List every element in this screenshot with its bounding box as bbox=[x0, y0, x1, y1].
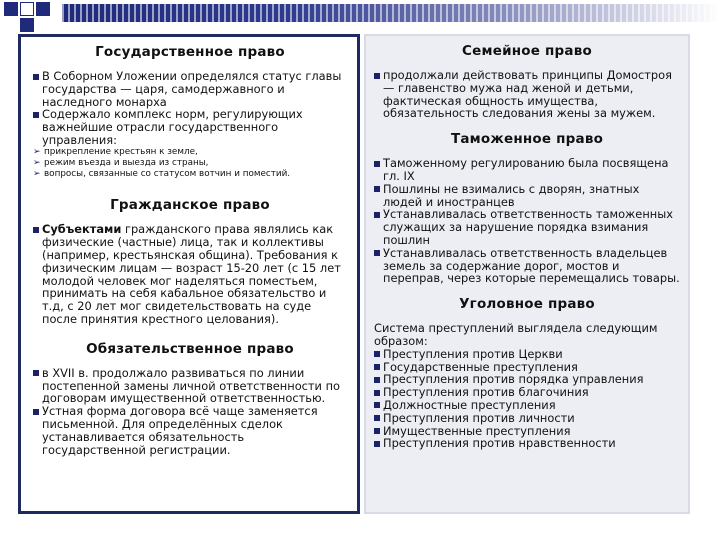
bullet-item: Устанавливалась ответственность владельцев земель за содержание дорог, мостов и переправ, через которые перемещались товары. bbox=[374, 247, 680, 285]
sub-bullet-item: ➢ режим въезда и выезда из страны, bbox=[33, 158, 347, 169]
bullet-item: продолжали действовать принципы Домостроя — главенство мужа над женой и детьми, фактическая общность имущества, обязательность следования жены за мужем. bbox=[374, 69, 680, 120]
paragraph-text: Система преступлений выглядела следующим образом: bbox=[374, 321, 658, 348]
section-title-customs-law: Таможенное право bbox=[450, 131, 604, 148]
bold-keyword: Субъектами bbox=[42, 222, 122, 237]
decor-square bbox=[4, 2, 18, 16]
bullet-item: Преступления против Церкви bbox=[374, 348, 680, 361]
bullet-item: Пошлины не взимались с дворян, знатных людей и иностранцев bbox=[374, 183, 680, 209]
section-title-criminal-law: Уголовное право bbox=[459, 296, 595, 313]
bullet-item: Преступления против нравственности bbox=[374, 437, 680, 450]
bullet-item: Имущественные преступления bbox=[374, 425, 680, 438]
bullet-item: Государственные преступления bbox=[374, 361, 680, 374]
section-title-state-law: Государственное право bbox=[95, 44, 285, 60]
bullet-item: Устная форма договора всё чаще заменяется письменной. Для определённых сделок устанавливается обязательность государственной регистрации. bbox=[33, 405, 347, 456]
bullet-item: В Соборном Уложении определялся статус главы государства — царя, самодержавного и наследного монарха bbox=[33, 70, 347, 108]
bullet-item: в XVII в. продолжало развиваться по линии постепенной замены личной ответственности по договорам имущественной ответственностью. bbox=[33, 367, 347, 405]
bullet-item: Должностные преступления bbox=[374, 399, 680, 412]
section-title-obligation-law: Обязательственное право bbox=[86, 340, 294, 357]
paragraph-text: гражданского права являлись как физические (частные) лица, так и коллективы (например, крестьянская община). Требования к физическим лицам — возраст 15-20 лет (с 15 лет молодой человек мог наделяться поместьем, принимать на себя кабальное обязательство и т.д, с 20 лет мог свидетельствовать на суде после принятия крестного целования). bbox=[42, 222, 341, 326]
bullet-item: Преступления против порядка управления bbox=[374, 373, 680, 386]
decor-square bbox=[20, 2, 34, 16]
sub-bullet-item: ➢ прикрепление крестьян к земле, bbox=[33, 147, 347, 158]
section-title-family-law: Семейное право bbox=[462, 43, 592, 59]
left-panel bbox=[18, 34, 360, 514]
decor-square bbox=[20, 18, 34, 32]
section-title-civil-law: Гражданское право bbox=[110, 197, 270, 214]
bullet-item: Преступления против личности bbox=[374, 412, 680, 425]
bullet-item: Устанавливалась ответственность таможенных служащих за нарушение порядка взимания пошлин bbox=[374, 208, 680, 246]
bullet-item: Преступления против благочиния bbox=[374, 386, 680, 399]
right-panel bbox=[364, 34, 690, 514]
sub-bullet-item: ➢ вопросы, связанные со статусом вотчин и поместий. bbox=[33, 169, 347, 180]
decor-strip bbox=[62, 4, 720, 22]
bullet-item bbox=[33, 223, 347, 325]
decor-square bbox=[36, 2, 50, 16]
bullet-item: Таможенному регулированию была посвящена гл. IX bbox=[374, 157, 680, 183]
bullet-item: Содержало комплекс норм, регулирующих важнейшие отрасли государственного управления: bbox=[33, 108, 347, 146]
